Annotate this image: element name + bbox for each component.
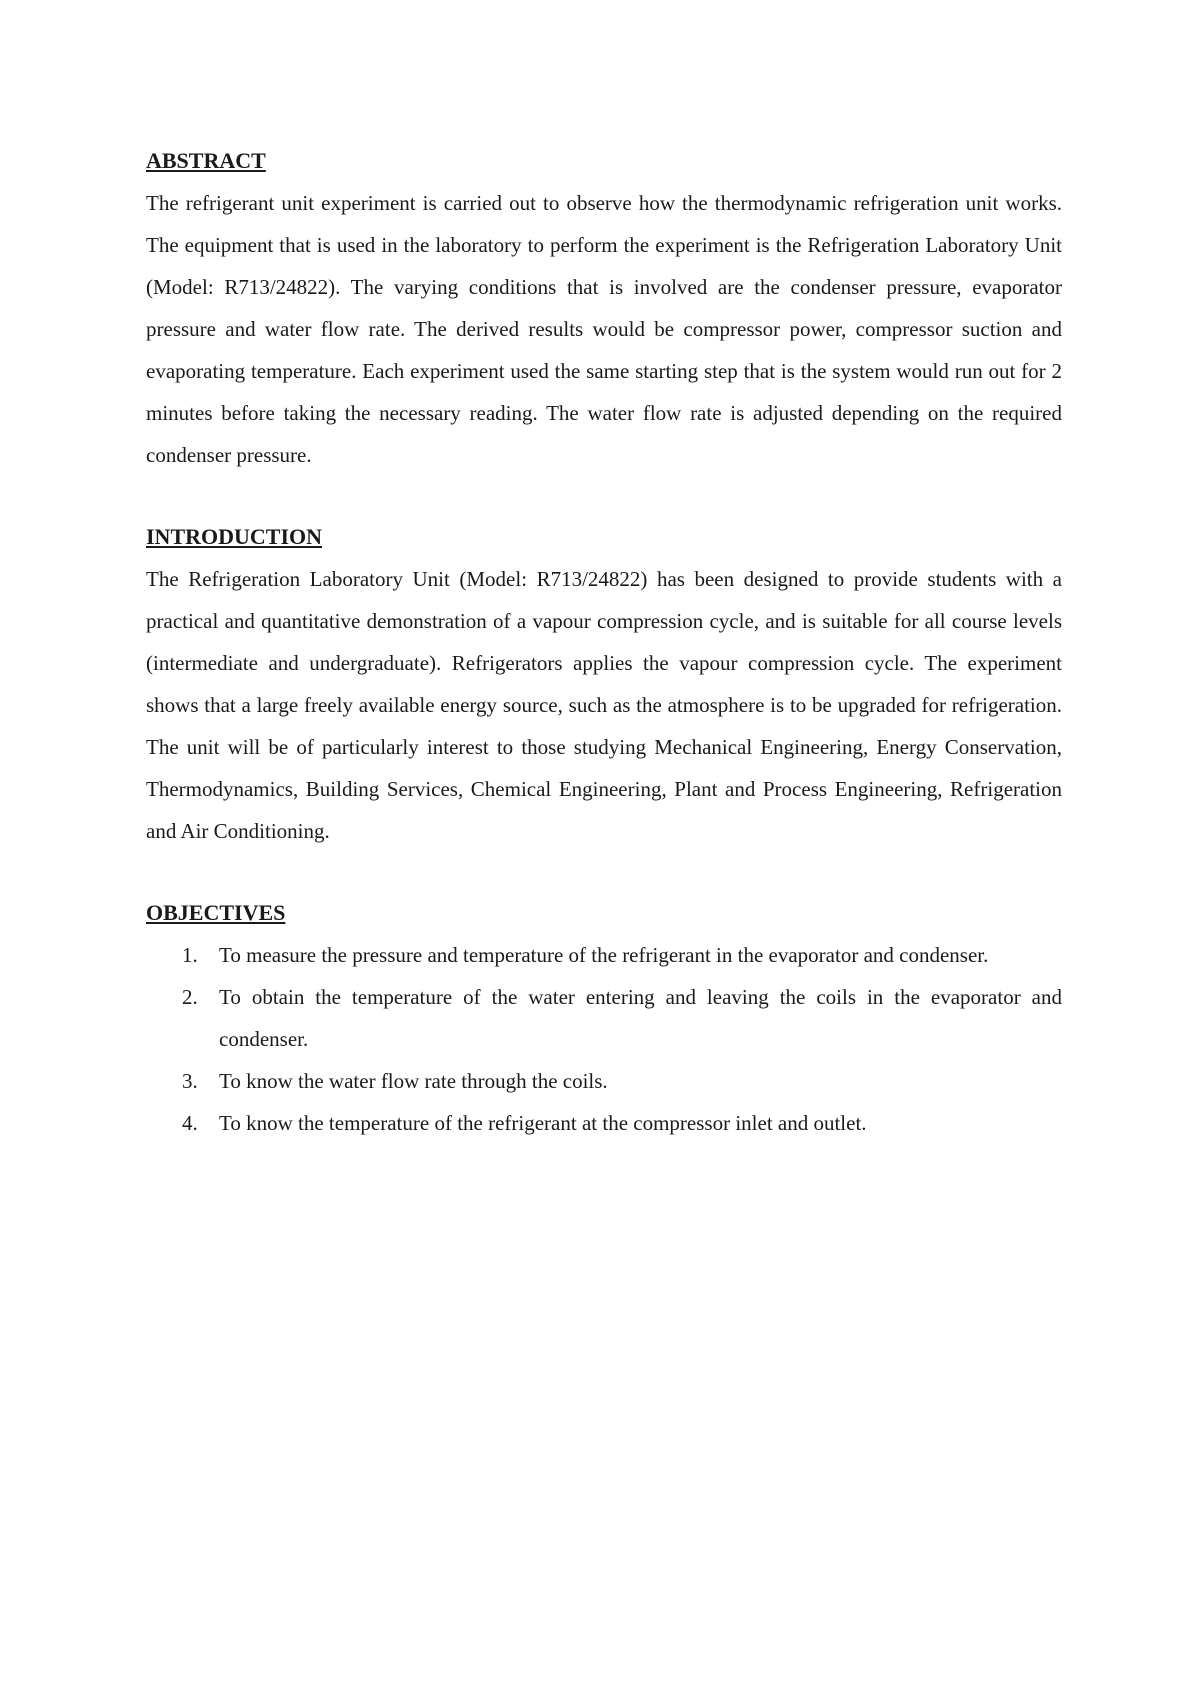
abstract-heading: ABSTRACT (146, 148, 266, 173)
list-item-number: 1. (182, 943, 198, 967)
introduction-section (146, 516, 1062, 852)
list-item-number: 3. (182, 1069, 198, 1093)
list-item-text: To obtain the temperature of the water entering and leaving the coils in the evaporator and condenser. (219, 985, 1062, 1051)
introduction-text: The Refrigeration Laboratory Unit (Model: R713/24822) has been designed to provide students with a practical and quantitative demonstration of a vapour compression cycle, and is suitable for all course levels (intermediate and undergraduate). Refrigerators applies the vapour compression cycle. The experiment shows that a large freely available energy source, such as the atmosphere is to be upgraded for refrigeration. The unit will be of particularly interest to those studying Mechanical Engineering, Energy Conservation, Thermodynamics, Building Services, Chemical Engineering, Plant and Process Engineering, Refrigeration and Air Conditioning. (146, 567, 1062, 843)
list-item (146, 1060, 1062, 1102)
objectives-section (146, 892, 1062, 1144)
abstract-text: The refrigerant unit experiment is carried out to observe how the thermodynamic refrigeration unit works. The equipment that is used in the laboratory to perform the experiment is the Refrigeration Laboratory Unit (Model: R713/24822). The varying conditions that is involved are the condenser pressure, evaporator pressure and water flow rate. The derived results would be compressor power, compressor suction and evaporating temperature. Each experiment used the same starting step that is the system would run out for 2 minutes before taking the necessary reading. The water flow rate is adjusted depending on the required condenser pressure. (146, 191, 1062, 467)
list-item-text: To know the water flow rate through the coils. (219, 1069, 608, 1093)
list-item-text: To measure the pressure and temperature of the refrigerant in the evaporator and condenser. (219, 943, 989, 967)
list-item (146, 976, 1062, 1060)
objectives-list (146, 934, 1062, 1144)
document-page (146, 140, 1062, 1184)
list-item-number: 4. (182, 1111, 198, 1135)
introduction-heading: INTRODUCTION (146, 524, 323, 549)
list-item (146, 934, 1062, 976)
list-item-text: To know the temperature of the refrigerant at the compressor inlet and outlet. (219, 1111, 867, 1135)
list-item (146, 1102, 1062, 1144)
abstract-section (146, 140, 1062, 476)
list-item-number: 2. (182, 985, 198, 1009)
objectives-heading: OBJECTIVES (146, 900, 286, 925)
